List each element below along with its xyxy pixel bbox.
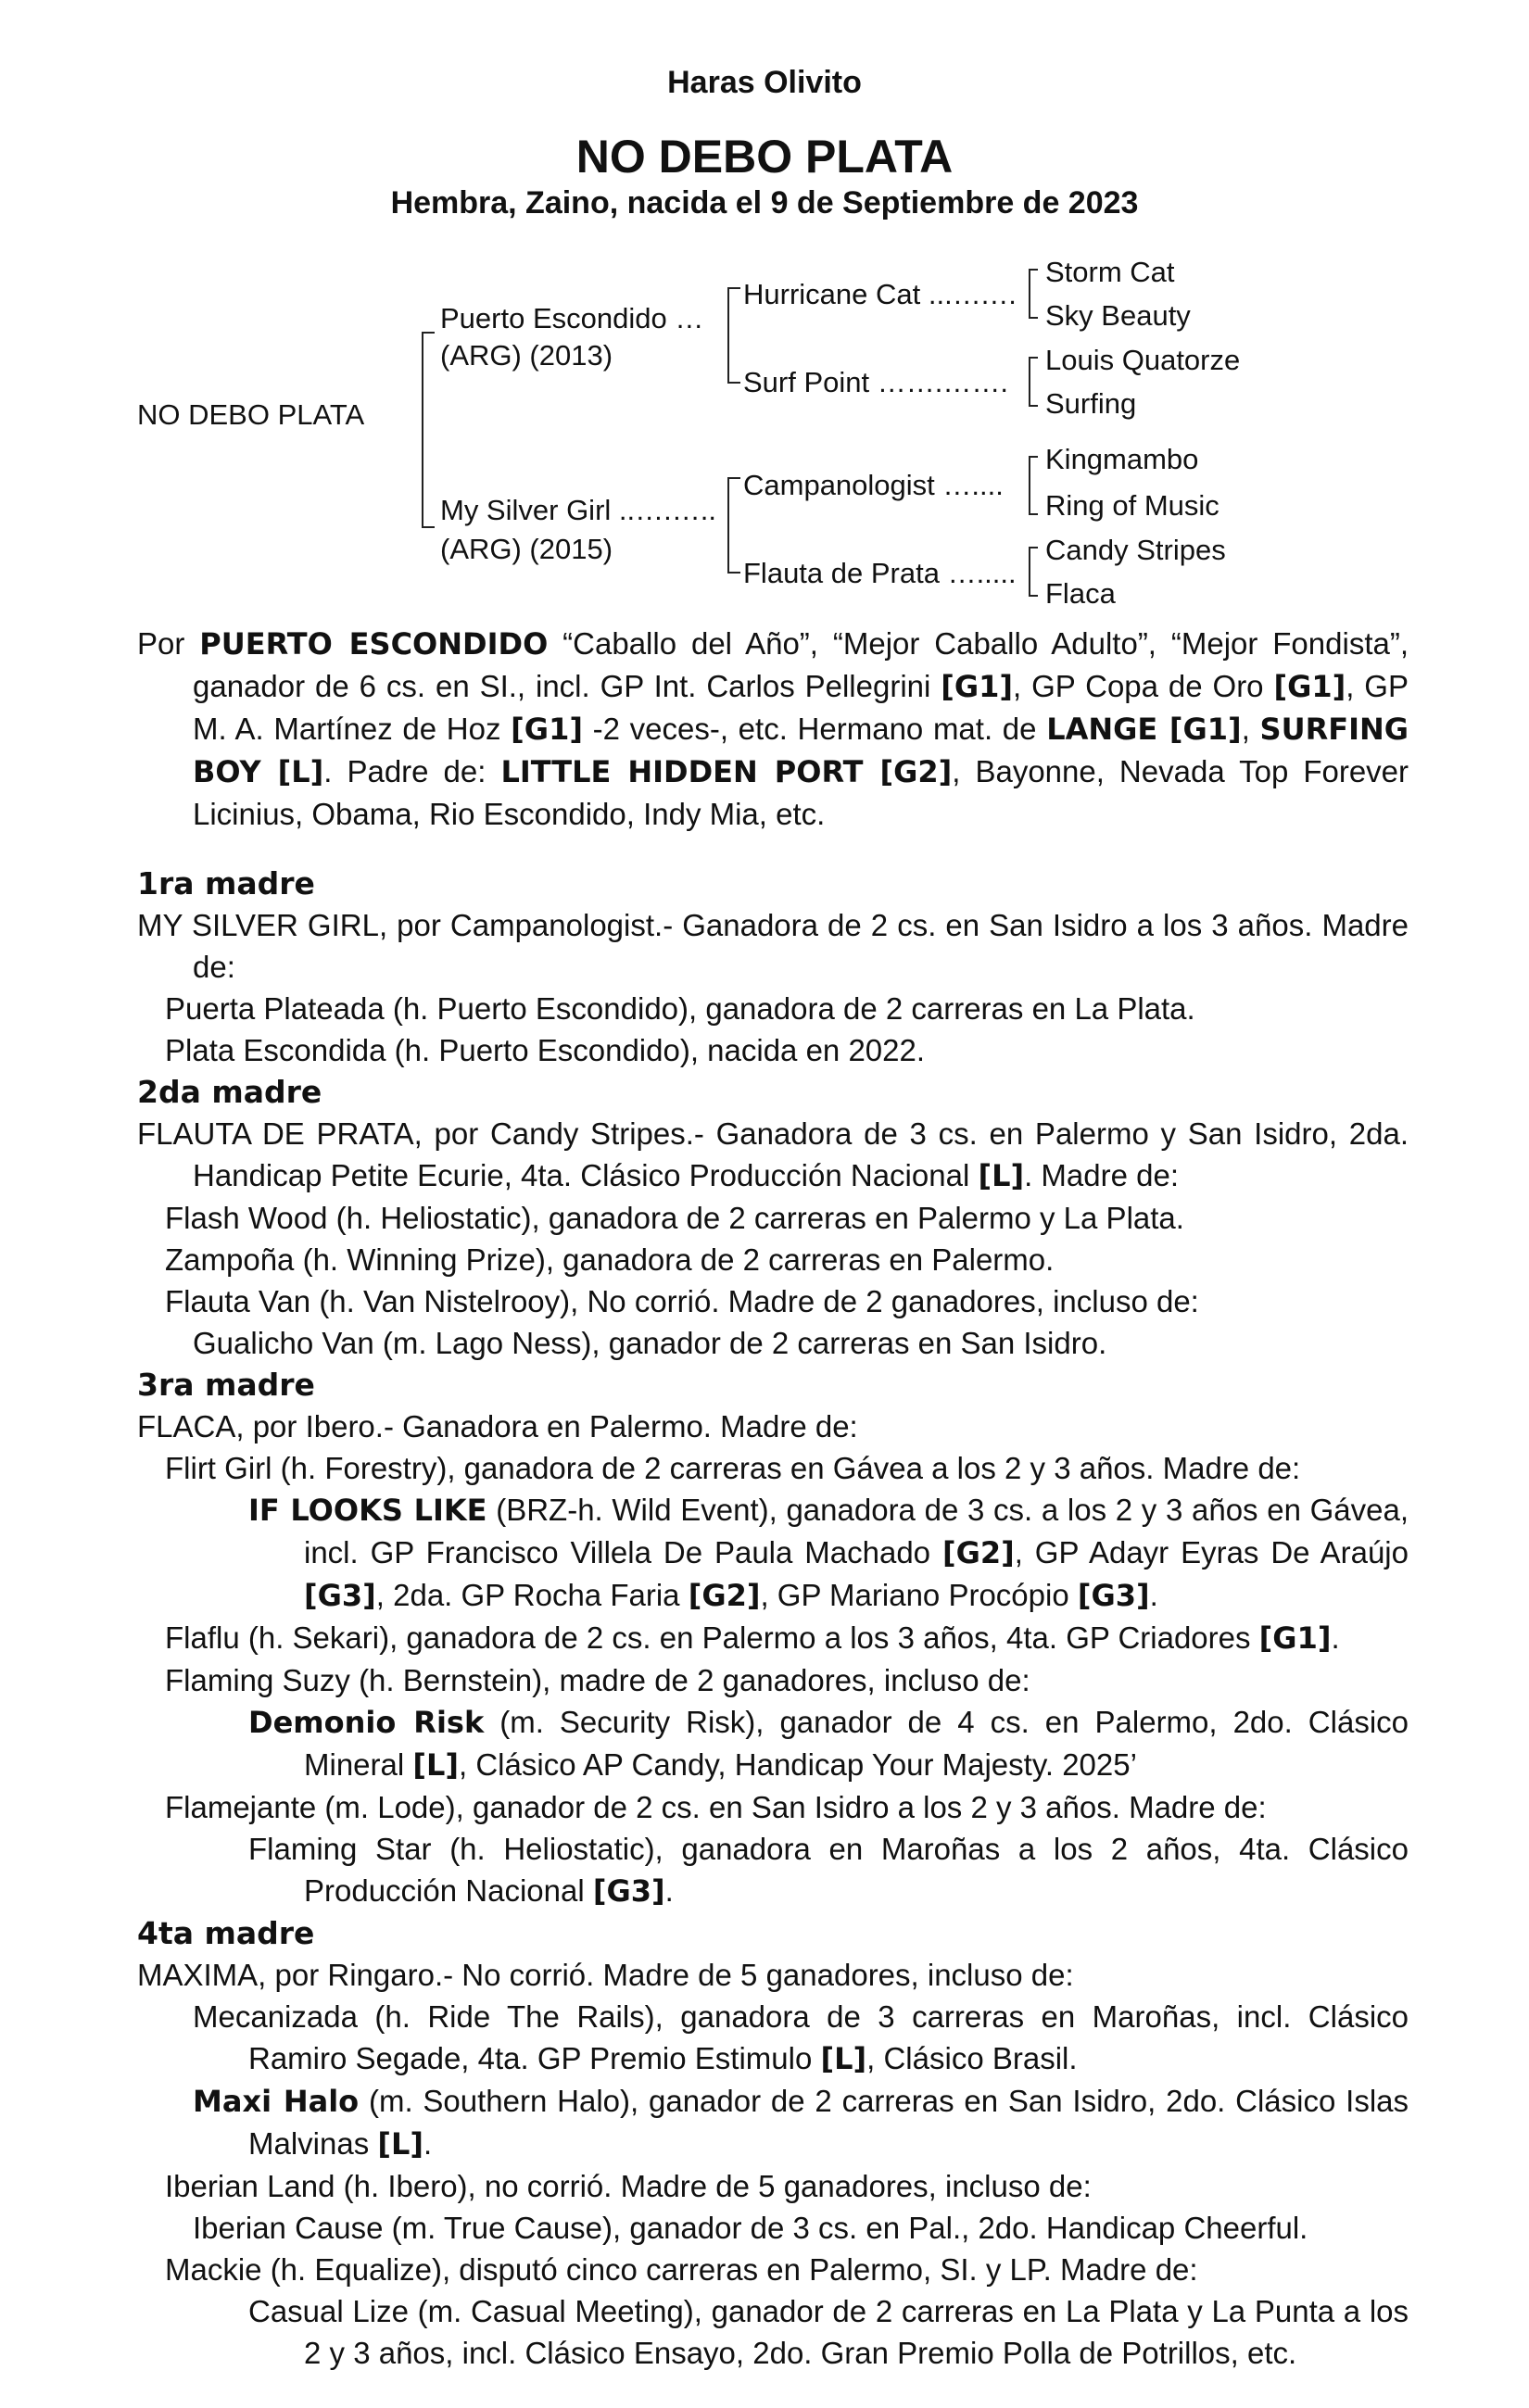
produce-entry: Flaming Suzy (h. Bernstein), madre de 2 ganadores, incluso de: bbox=[165, 1663, 1030, 1697]
produce-entry: Flaflu (h. Sekari), ganadora de 2 cs. en Palermo a los 3 años, 4ta. GP Criadores [G1]. bbox=[165, 1620, 1340, 1656]
produce-entry: Flash Wood (h. Heliostatic), ganadora de 2 carreras en Palermo y La Plata. bbox=[165, 1201, 1184, 1235]
section-heading: 3ra madre bbox=[137, 1367, 315, 1403]
pedigree-ancestor: Surfing bbox=[1045, 387, 1137, 420]
pedigree-bracket bbox=[1029, 547, 1038, 597]
pedigree-ancestor: Sky Beauty bbox=[1045, 299, 1191, 332]
catalog-body bbox=[137, 623, 1409, 2374]
produce-entry: Flirt Girl (h. Forestry), ganadora de 2 carreras en Gávea a los 2 y 3 años. Madre de: bbox=[165, 1451, 1301, 1485]
produce-entry: Iberian Land (h. Ibero), no corrió. Madre de 5 ganadores, incluso de: bbox=[165, 2169, 1092, 2203]
pedigree-bracket bbox=[1029, 456, 1038, 515]
pedigree-ancestor: Ring of Music bbox=[1045, 489, 1219, 522]
produce-entry: Mackie (h. Equalize), disputó cinco carreras en Palermo, SI. y LP. Madre de: bbox=[165, 2252, 1198, 2287]
pedigree-bracket bbox=[1029, 269, 1038, 319]
pedigree-sire-info: (ARG) (2013) bbox=[440, 339, 613, 372]
dam-entry: FLACA, por Ibero.- Ganadora en Palermo. Madre de: bbox=[137, 1409, 858, 1444]
pedigree-grandsire: Hurricane Cat ...….… bbox=[743, 278, 1018, 310]
produce-entry: Iberian Cause (m. True Cause), ganador de 3 cs. en Pal., 2do. Handicap Cheerful. bbox=[193, 2211, 1308, 2245]
horse-name-title: NO DEBO PLATA bbox=[575, 131, 954, 183]
produce-entry: Demonio Risk (m. Security Risk), ganador de 4 cs. en Palermo, 2do. Clásico Mineral [L], Clásico AP Candy, Handicap Your Majesty. 2025’ bbox=[248, 1705, 1409, 1783]
dam-entry: MAXIMA, por Ringaro.- No corrió. Madre de 5 ganadores, incluso de: bbox=[137, 1958, 1074, 1992]
horse-subtitle: Hembra, Zaino, nacida el 9 de Septiembre de 2023 bbox=[390, 185, 1139, 221]
pedigree-ancestor: Kingmambo bbox=[1045, 443, 1199, 475]
produce-entry: Gualicho Van (m. Lago Ness), ganador de 2 carreras en San Isidro. bbox=[193, 1326, 1107, 1360]
pedigree-granddam: Flauta de Prata …..... bbox=[743, 557, 1017, 589]
produce-entry: Puerta Plateada (h. Puerto Escondido), ganadora de 2 carreras en La Plata. bbox=[165, 991, 1195, 1026]
dam-entry: FLAUTA DE PRATA, por Candy Stripes.- Ganadora de 3 cs. en Palermo y San Isidro, 2da. Handicap Petite Ecurie, 4ta. Clásico Producción Nacional [L]. Madre de: bbox=[137, 1116, 1409, 1193]
pedigree-dam-info: (ARG) (2015) bbox=[440, 533, 613, 565]
pedigree-subject: NO DEBO PLATA bbox=[137, 398, 365, 431]
produce-entry: Mecanizada (h. Ride The Rails), ganadora de 3 carreras en Maroñas, incl. Clásico Ramiro Segade, 4ta. GP Premio Estimulo [L], Clásico Brasil. bbox=[193, 1999, 1409, 2076]
pedigree-bracket bbox=[1029, 357, 1038, 407]
pedigree-ancestor: Candy Stripes bbox=[1045, 534, 1226, 566]
pedigree-sire: Puerto Escondido … bbox=[440, 302, 704, 334]
dam-entry: MY SILVER GIRL, por Campanologist.- Ganadora de 2 cs. en San Isidro a los 3 años. Madre de: bbox=[137, 908, 1409, 984]
produce-entry: Flaming Star (h. Heliostatic), ganadora en Maroñas a los 2 años, 4ta. Clásico Producción Nacional [G3]. bbox=[248, 1832, 1409, 1909]
sire-paragraph: Por PUERTO ESCONDIDO “Caballo del Año”, “Mejor Caballo Adulto”, “Mejor Fondista”, ganador de 6 cs. en SI., incl. GP Int. Carlos Pellegrini [G1], GP Copa de Oro [G1], GP M. A. Martínez de Hoz [G1] -2 veces-, etc. Hermano mat. de LANGE [G1], SURFING BOY [L]. Padre de: LITTLE HIDDEN PORT [G2], Bayonne, Nevada Top Forever Licinius, Obama, Rio Escondido, Indy Mia, etc. bbox=[137, 626, 1409, 831]
pedigree-ancestor: Louis Quatorze bbox=[1045, 344, 1241, 376]
produce-entry: Plata Escondida (h. Puerto Escondido), nacida en 2022. bbox=[165, 1033, 926, 1067]
section-heading: 4ta madre bbox=[137, 1915, 315, 1951]
produce-entry: Casual Lize (m. Casual Meeting), ganador de 2 carreras en La Plata y La Punta a los 2 y 3 años, incl. Clásico Ensayo, 2do. Gran Premio Polla de Potrillos, etc. bbox=[248, 2294, 1409, 2370]
pedigree-grandsire: Campanologist ….... bbox=[743, 469, 1004, 501]
pedigree-ancestor: Storm Cat bbox=[1045, 256, 1175, 288]
section-heading: 2da madre bbox=[137, 1074, 322, 1110]
section-heading: 1ra madre bbox=[137, 865, 315, 901]
pedigree-bracket bbox=[727, 287, 740, 384]
pedigree-bracket bbox=[422, 332, 435, 528]
pedigree-bracket bbox=[727, 477, 740, 574]
pedigree-granddam: Surf Point …….……. bbox=[743, 366, 1008, 398]
produce-entry: Maxi Halo (m. Southern Halo), ganador de 2 carreras en San Isidro, 2do. Clásico Islas Malvinas [L]. bbox=[193, 2084, 1409, 2162]
produce-entry: Zampoña (h. Winning Prize), ganadora de 2 carreras en Palermo. bbox=[165, 1242, 1055, 1277]
pedigree-ancestor: Flaca bbox=[1045, 577, 1116, 610]
haras-name: Haras Olivito bbox=[667, 65, 862, 100]
produce-entry: IF LOOKS LIKE (BRZ-h. Wild Event), ganadora de 3 cs. a los 2 y 3 años en Gávea, incl. GP Francisco Villela De Paula Machado [G2], GP Adayr Eyras De Araújo [G3], 2da. GP Rocha Faria [G2], GP Mariano Procópio [G3]. bbox=[248, 1493, 1409, 1613]
pedigree-dam: My Silver Girl ..….….. bbox=[440, 494, 716, 526]
produce-entry: Flauta Van (h. Van Nistelrooy), No corrió. Madre de 2 ganadores, incluso de: bbox=[165, 1284, 1199, 1318]
produce-entry: Flamejante (m. Lode), ganador de 2 cs. en San Isidro a los 2 y 3 años. Madre de: bbox=[165, 1790, 1267, 1824]
